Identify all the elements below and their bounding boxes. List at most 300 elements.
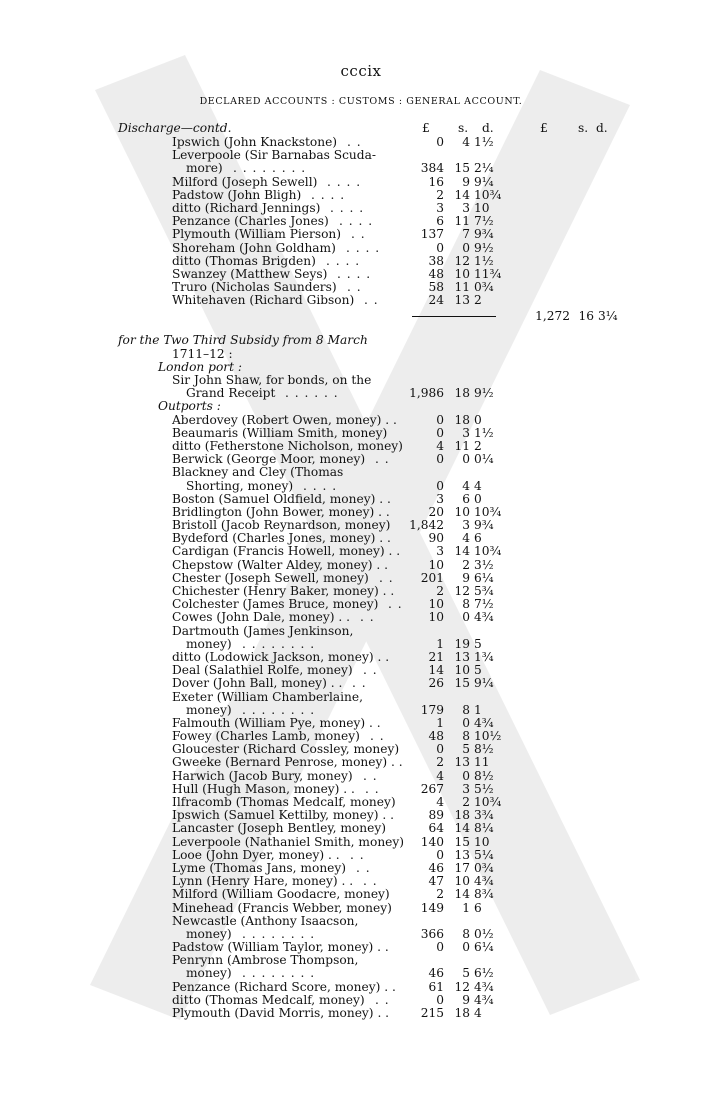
pence-cell: 9¾ (474, 518, 494, 533)
leader-dots: . . (370, 729, 385, 744)
shillings-cell: 18 (454, 808, 470, 823)
total-shillings-cell: 16 (578, 309, 594, 324)
pound-header: £ (422, 121, 430, 135)
entry-label: Lancaster (Joseph Bentley, money) (172, 821, 386, 836)
pounds-cell: 64 (428, 821, 444, 836)
leader-dots: . . . . (337, 266, 372, 281)
shillings-cell: 6 (462, 491, 470, 506)
shillings-cell: 10 (454, 504, 470, 519)
table-row (0, 981, 722, 994)
pounds-cell: 16 (428, 174, 444, 189)
leader-dots: . . (375, 992, 390, 1007)
shillings-cell: 11 (454, 214, 470, 229)
table-row (0, 756, 722, 769)
entry-label: Grand Receipt (186, 386, 276, 401)
entry-label: Chichester (Henry Baker, money) . . (172, 584, 395, 598)
entry-label: Hull (Hugh Mason, money) . . (172, 781, 355, 796)
pounds-cell: 0 (436, 240, 444, 255)
shillings-cell: 0 (462, 715, 470, 730)
table-row (0, 611, 722, 624)
table-row (0, 862, 722, 875)
pence-header: d. (482, 121, 494, 135)
pounds-cell: 0 (436, 452, 444, 467)
entry-label: 1711–12 : (172, 346, 233, 361)
entry-label: Truro (Nicholas Saunders) (172, 280, 337, 295)
leader-dots: . . . . . . . . (242, 702, 316, 717)
entry-label: money) (186, 926, 232, 941)
pounds-cell: 179 (420, 702, 444, 717)
pounds-cell: 90 (428, 531, 444, 546)
leader-dots: . . . . . . . . (233, 161, 307, 176)
pence-cell: 10¾ (474, 504, 502, 519)
shillings-cell: 15 (454, 834, 470, 849)
table-row (0, 348, 722, 361)
entry-label: Whitehaven (Richard Gibson) (172, 293, 355, 308)
shillings-cell: 9 (462, 174, 470, 189)
shillings-cell: 4 (462, 531, 470, 546)
table-row (0, 902, 722, 915)
pence-cell: 6¼ (474, 940, 494, 955)
pence-cell: 10¾ (474, 187, 502, 202)
pounds-cell: 46 (428, 860, 444, 875)
table-row (0, 625, 722, 638)
entry-label: money) (186, 966, 232, 981)
pence-cell: 6 (474, 900, 482, 915)
entry-label: Penzance (Richard Score, money) . . (172, 979, 396, 994)
entry-label: money) (186, 636, 232, 651)
pounds-cell: 0 (436, 847, 444, 862)
shillings-cell: 4 (462, 478, 470, 493)
pence-cell: 2 (474, 438, 482, 453)
entry-label: Ipswich (John Knackstone) (172, 135, 338, 149)
entry-label: Colchester (James Bruce, money) (172, 597, 379, 612)
pounds-cell: 2 (436, 187, 444, 202)
pence-cell: 5 (474, 663, 482, 678)
pounds-cell: 0 (436, 135, 444, 149)
shillings-cell: 5 (462, 966, 470, 981)
pounds-cell: 1,842 (409, 518, 444, 533)
leader-dots: . . (365, 781, 380, 796)
leader-dots: . . . . . . . . (242, 966, 316, 981)
total-pounds-cell: 1,272 (535, 309, 570, 324)
table-row (0, 1007, 722, 1020)
pence-cell: 1¾ (474, 649, 494, 664)
pence-cell: 0¾ (474, 860, 494, 875)
leader-dots: . . . . (339, 214, 374, 229)
pence-cell: 0 (474, 412, 482, 427)
running-head: DECLARED ACCOUNTS : CUSTOMS : GENERAL ACCOUNT. (199, 96, 523, 107)
shillings-cell: 13 (454, 649, 470, 664)
pounds-cell: 3 (436, 491, 444, 506)
entry-label: Penzance (Charles Jones) (172, 214, 329, 229)
table-row (0, 822, 722, 835)
total-pence-cell: 3¼ (598, 309, 618, 324)
entry-label: Padstow (John Bligh) (172, 187, 302, 202)
shillings-cell: 12 (454, 584, 470, 598)
page-number: cccix (340, 62, 382, 80)
pounds-cell: 10 (428, 557, 444, 572)
pence-cell: 1½ (474, 425, 494, 440)
entry-label: Penrynn (Ambrose Thompson, (172, 953, 359, 968)
entry-label: Falmouth (William Pye, money) . . (172, 715, 381, 730)
pounds-cell: 58 (428, 280, 444, 295)
table-row (0, 374, 722, 387)
entry-label: Leverpoole (Nathaniel Smith, money) (172, 834, 405, 849)
entry-label: Milford (Joseph Sewell) (172, 174, 318, 189)
entry-label: Gweeke (Bernard Penrose, money) . . (172, 755, 403, 770)
leader-dots: . . (347, 135, 362, 149)
pounds-cell: 2 (436, 887, 444, 902)
entry-label: Shoreham (John Goldham) (172, 240, 336, 255)
account-table (0, 122, 722, 1020)
pence-cell: 5¾ (474, 584, 494, 598)
section-heading-row (0, 122, 722, 136)
pounds-cell: 267 (420, 781, 444, 796)
pounds-cell: 1 (436, 715, 444, 730)
entry-label: Chepstow (Walter Aldey, money) . . (172, 557, 388, 572)
pounds-cell: 2 (436, 584, 444, 598)
shillings-cell: 11 (454, 438, 470, 453)
leader-dots: . . (352, 676, 367, 691)
shillings-cell: 8 (462, 926, 470, 941)
pounds-cell: 47 (428, 874, 444, 889)
shillings-cell: 18 (454, 386, 470, 401)
pounds-cell: 48 (428, 729, 444, 744)
table-row (0, 427, 722, 440)
pounds-cell: 61 (428, 979, 444, 994)
entry-label: Looe (John Dyer, money) . . (172, 847, 340, 862)
section-heading: Discharge—contd. (118, 121, 232, 135)
pence-cell: 4 (474, 1006, 482, 1020)
pounds-cell: 2 (436, 755, 444, 770)
table-row (0, 162, 722, 175)
leader-dots: . . (375, 452, 390, 467)
entry-label: money) (186, 702, 232, 717)
pence-cell: 10 (474, 200, 490, 215)
shillings-cell: 12 (454, 979, 470, 994)
pounds-cell: 201 (420, 570, 444, 585)
table-row (0, 242, 722, 255)
table-row (0, 176, 722, 189)
entry-label: Sir John Shaw, for bonds, on the (172, 373, 372, 387)
leader-dots: . . (356, 860, 371, 875)
pounds-cell: 4 (436, 768, 444, 783)
pence-cell: 6½ (474, 966, 494, 981)
entry-label: Aberdovey (Robert Owen, money) . . (172, 412, 397, 427)
entry-label: Fowey (Charles Lamb, money) (172, 729, 360, 744)
entry-label: Berwick (George Moor, money) (172, 452, 366, 467)
leader-dots: . . (379, 570, 394, 585)
leader-dots: . . (364, 293, 379, 308)
shillings-cell: 14 (454, 887, 470, 902)
section-heading: London port : (158, 359, 242, 374)
pence-cell: 6 (474, 531, 482, 546)
pounds-cell: 10 (428, 597, 444, 612)
pence-cell: 5¼ (474, 847, 494, 862)
entry-label: Chester (Joseph Sewell, money) (172, 570, 369, 585)
table-row (0, 149, 722, 162)
pence-cell: 4¾ (474, 610, 494, 625)
shillings-cell: 0 (462, 452, 470, 467)
pence-cell: 10½ (474, 729, 502, 744)
pounds-cell: 24 (428, 293, 444, 308)
entry-label: Blackney and Cley (Thomas (172, 465, 344, 480)
pounds-cell: 0 (436, 940, 444, 955)
table-row (0, 677, 722, 690)
pence-cell: 0¾ (474, 280, 494, 295)
entry-label: ditto (Fetherstone Nicholson, money) (172, 438, 403, 453)
shillings-cell: 4 (462, 135, 470, 149)
entry-label: Dartmouth (James Jenkinson, (172, 623, 354, 638)
leader-dots: . . . . (330, 200, 365, 215)
entry-label: ditto (Lodowick Jackson, money) . . (172, 649, 390, 664)
pence-cell: 0¼ (474, 452, 494, 467)
leader-dots: . . (363, 768, 378, 783)
pounds-cell: 0 (436, 412, 444, 427)
pence-cell: 11 (474, 755, 490, 770)
pence-cell: 7½ (474, 597, 494, 612)
entry-label: Gloucester (Richard Cossley, money) (172, 742, 400, 757)
pence-cell: 8½ (474, 742, 494, 757)
total-shilling-header: s. (578, 121, 589, 135)
entry-label: Lynn (Henry Hare, money) . . (172, 874, 354, 889)
section-heading-row (0, 334, 722, 347)
pounds-cell: 26 (428, 676, 444, 691)
shillings-cell: 10 (454, 874, 470, 889)
table-row (0, 849, 722, 862)
pounds-cell: 3 (436, 200, 444, 215)
shillings-cell: 18 (454, 412, 470, 427)
entry-label: Cardigan (Francis Howell, money) . . (172, 544, 401, 559)
pounds-cell: 20 (428, 504, 444, 519)
pounds-cell: 140 (420, 834, 444, 849)
pounds-cell: 215 (420, 1006, 444, 1020)
pounds-cell: 0 (436, 478, 444, 493)
shillings-cell: 12 (454, 253, 470, 268)
leader-dots: . . . . . . . . (242, 926, 316, 941)
leader-dots: . . (363, 663, 378, 678)
entry-label: Plymouth (David Morris, money) . . (172, 1006, 390, 1020)
entry-label: Ilfracomb (Thomas Medcalf, money) (172, 795, 396, 809)
pence-cell: 9½ (474, 386, 494, 401)
pounds-cell: 366 (420, 926, 444, 941)
table-row (0, 414, 722, 427)
shillings-cell: 1 (462, 900, 470, 915)
entry-label: Plymouth (William Pierson) (172, 227, 342, 242)
pounds-cell: 38 (428, 253, 444, 268)
sum-rule (412, 316, 496, 317)
shillings-cell: 9 (462, 992, 470, 1007)
pounds-cell: 89 (428, 808, 444, 823)
table-row (0, 836, 722, 849)
table-row (0, 545, 722, 558)
pence-cell: 3½ (474, 557, 494, 572)
pence-cell: 3¾ (474, 808, 494, 823)
table-row (0, 294, 722, 307)
entry-label: Deal (Salathiel Rolfe, money) (172, 663, 353, 678)
entry-label: more) (186, 161, 223, 176)
entry-label: Bydeford (Charles Jones, money) . . (172, 531, 391, 546)
table-row (0, 228, 722, 241)
shillings-cell: 9 (462, 570, 470, 585)
shillings-cell: 2 (462, 557, 470, 572)
shillings-cell: 3 (462, 200, 470, 215)
shillings-cell: 17 (454, 860, 470, 875)
entry-label: Harwich (Jacob Bury, money) (172, 768, 353, 783)
pounds-cell: 4 (436, 438, 444, 453)
entry-label: Leverpoole (Sir Barnabas Scuda- (172, 148, 376, 163)
shillings-cell: 7 (462, 227, 470, 242)
pence-cell: 2 (474, 293, 482, 308)
pounds-cell: 137 (420, 227, 444, 242)
pence-cell: 5½ (474, 781, 494, 796)
shillings-cell: 15 (454, 161, 470, 176)
table-row (0, 954, 722, 967)
leader-dots: . . (351, 227, 366, 242)
shillings-cell: 10 (454, 663, 470, 678)
table-row (0, 691, 722, 704)
pounds-cell: 48 (428, 266, 444, 281)
pence-cell: 10 (474, 834, 490, 849)
table-row (0, 770, 722, 783)
shillings-cell: 11 (454, 280, 470, 295)
entry-label: Bridlington (John Bower, money) . . (172, 504, 390, 519)
shillings-cell: 0 (462, 768, 470, 783)
pounds-cell: 149 (420, 900, 444, 915)
table-row (0, 189, 722, 202)
leader-dots: . . . . (327, 174, 362, 189)
pence-cell: 4¾ (474, 992, 494, 1007)
section-heading: Outports : (158, 399, 221, 414)
table-row (0, 281, 722, 294)
shillings-cell: 13 (454, 755, 470, 770)
entry-label: Lyme (Thomas Jans, money) (172, 860, 347, 875)
table-row (0, 651, 722, 664)
pence-cell: 0½ (474, 926, 494, 941)
entry-label: ditto (Richard Jennings) (172, 200, 321, 215)
leader-dots: . . . . (303, 478, 338, 493)
pence-cell: 1½ (474, 135, 494, 149)
pounds-cell: 0 (436, 425, 444, 440)
leader-dots: . . . . . . . . (242, 636, 316, 651)
section-heading-row (0, 400, 722, 413)
entry-label: Exeter (William Chamberlaine, (172, 689, 363, 704)
pounds-cell: 384 (420, 161, 444, 176)
shillings-cell: 13 (454, 293, 470, 308)
pence-cell: 9¼ (474, 676, 494, 691)
entry-label: ditto (Thomas Brigden) (172, 253, 316, 268)
shilling-header: s. (458, 121, 469, 135)
table-row (0, 915, 722, 928)
table-row (0, 941, 722, 954)
pence-cell: 1 (474, 702, 482, 717)
table-row (0, 387, 722, 400)
shillings-cell: 2 (462, 795, 470, 809)
total-pound-header: £ (540, 121, 548, 135)
shillings-cell: 0 (462, 940, 470, 955)
pence-cell: 4 (474, 478, 482, 493)
pounds-cell: 10 (428, 610, 444, 625)
pence-cell: 5 (474, 636, 482, 651)
total-row (0, 307, 722, 327)
shillings-cell: 19 (454, 636, 470, 651)
pounds-cell: 21 (428, 649, 444, 664)
table-row (0, 493, 722, 506)
pence-cell: 8¾ (474, 887, 494, 902)
pence-cell: 1½ (474, 253, 494, 268)
table-row (0, 466, 722, 479)
shillings-cell: 8 (462, 729, 470, 744)
leader-dots: . . . . (311, 187, 346, 202)
pence-cell: 10¾ (474, 795, 502, 809)
pence-cell: 8¼ (474, 821, 494, 836)
entry-label: Milford (William Goodacre, money) (172, 887, 390, 902)
pounds-cell: 0 (436, 992, 444, 1007)
pounds-cell: 0 (436, 742, 444, 757)
pence-cell: 4¾ (474, 874, 494, 889)
total-pence-header: d. (596, 121, 608, 135)
entry-label: Shorting, money) (186, 478, 294, 493)
leader-dots: . . (350, 847, 365, 862)
shillings-cell: 14 (454, 187, 470, 202)
entry-label: Bristoll (Jacob Reynardson, money) (172, 518, 391, 533)
table-row (0, 255, 722, 268)
entry-label: Cowes (John Dale, money) . . (172, 610, 350, 625)
pence-cell: 6¼ (474, 570, 494, 585)
pence-cell: 10¾ (474, 544, 502, 559)
pence-cell: 4¾ (474, 979, 494, 994)
pounds-cell: 14 (428, 663, 444, 678)
leader-dots: . . . . (326, 253, 361, 268)
table-row (0, 638, 722, 651)
table-row (0, 888, 722, 901)
entry-label: Minehead (Francis Webber, money) (172, 900, 392, 915)
table-row (0, 704, 722, 717)
shillings-cell: 13 (454, 847, 470, 862)
shillings-cell: 8 (462, 597, 470, 612)
pence-cell: 4¾ (474, 715, 494, 730)
pence-cell: 9¼ (474, 174, 494, 189)
pence-cell: 7½ (474, 214, 494, 229)
entry-label: Beaumaris (William Smith, money) (172, 425, 388, 440)
shillings-cell: 3 (462, 425, 470, 440)
section-heading: for the Two Third Subsidy from 8 March (118, 333, 368, 348)
shillings-cell: 8 (462, 702, 470, 717)
entry-label: ditto (Thomas Medcalf, money) (172, 992, 365, 1007)
pence-cell: 9½ (474, 240, 494, 255)
leader-dots: . . (347, 280, 362, 295)
shillings-cell: 3 (462, 781, 470, 796)
shillings-cell: 18 (454, 1006, 470, 1020)
leader-dots: . . (388, 597, 403, 612)
entry-label: Ipswich (Samuel Kettilby, money) . . (172, 808, 394, 823)
leader-dots: . . (360, 610, 375, 625)
pence-cell: 2¼ (474, 161, 494, 176)
leader-dots: . . (363, 874, 378, 889)
table-row (0, 559, 722, 572)
table-row (0, 717, 722, 730)
shillings-cell: 0 (462, 240, 470, 255)
pounds-cell: 6 (436, 214, 444, 229)
table-row (0, 453, 722, 466)
table-row (0, 480, 722, 493)
entry-label: Dover (John Ball, money) . . (172, 676, 343, 691)
shillings-cell: 14 (454, 821, 470, 836)
pounds-cell: 4 (436, 795, 444, 809)
pence-cell: 11¾ (474, 266, 502, 281)
entry-label: Padstow (William Taylor, money) . . (172, 940, 389, 955)
pence-cell: 8½ (474, 768, 494, 783)
